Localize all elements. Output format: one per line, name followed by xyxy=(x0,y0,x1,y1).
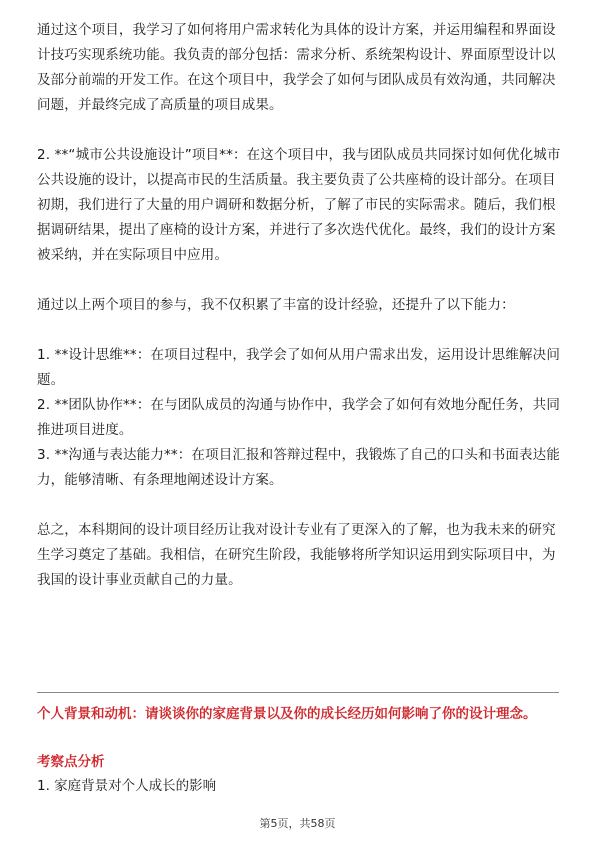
paragraph-gap xyxy=(37,318,561,343)
analysis-heading: 考察点分析 xyxy=(37,754,105,770)
paragraph-conclusion: 总之，本科期间的设计项目经历让我对设计专业有了更深入的了解，也为我未来的研究生学习奠定了基础。我相信，在研究生阶段，我能够将所学知识运用到实际项目中，为我国的设计事业贡献自己的力量。 xyxy=(37,522,556,588)
section-divider xyxy=(37,692,559,693)
list-item-teamwork: 2. **团队协作**：在与团队成员的沟通与协作中，我学会了如何有效地分配任务，共同推进项目进度。 xyxy=(37,397,560,438)
analysis-point: 1. 家庭背景对个人成长的影响 xyxy=(37,778,217,794)
paragraph-abilities-intro: 通过以上两个项目的参与，我不仅积累了丰富的设计经验，还提升了以下能力： xyxy=(37,297,515,313)
list-item-design-thinking: 1. **设计思维**：在项目过程中，我学会了如何从用户需求出发，运用设计思维解决问题。 xyxy=(37,347,560,388)
question-heading: 个人背景和动机：请谈谈你的家庭背景以及你的成长经历如何影响了你的设计理念。 xyxy=(37,706,537,722)
paragraph-gap xyxy=(37,493,561,518)
paragraph-project-2: 2. **“城市公共设施设计”项目**：在这个项目中，我与团队成员共同探讨如何优化城市公共设施的设计，以提高市民的生活质量。我主要负责了公共座椅的设计部分。在项目初期，我们进行了大量的用户调研和数据分析，了解了市民的实际需求。随后，我们根据调研结果，提出了座椅的设计方案，并进行了多次迭代优化。最终，我们的设计方案被采纳，并在实际项目中应用。 xyxy=(37,147,561,263)
paragraph-gap xyxy=(37,118,561,143)
paragraph-project-1-summary: 通过这个项目，我学习了如何将用户需求转化为具体的设计方案，并运用编程和界面设计技巧实现系统功能。我负责的部分包括：需求分析、系统架构设计、界面原型设计以及部分前端的开发工作。在这个项目中，我学会了如何与团队成员有效沟通，共同解决问题，并最终完成了高质量的项目成果。 xyxy=(37,22,556,113)
body-content xyxy=(37,18,561,593)
page-number: 第5页，共58页 xyxy=(259,817,336,830)
list-item-communication: 3. **沟通与表达能力**：在项目汇报和答辩过程中，我锻炼了自己的口头和书面表达能力，能够清晰、有条理地阐述设计方案。 xyxy=(37,447,560,488)
paragraph-gap xyxy=(37,268,561,293)
